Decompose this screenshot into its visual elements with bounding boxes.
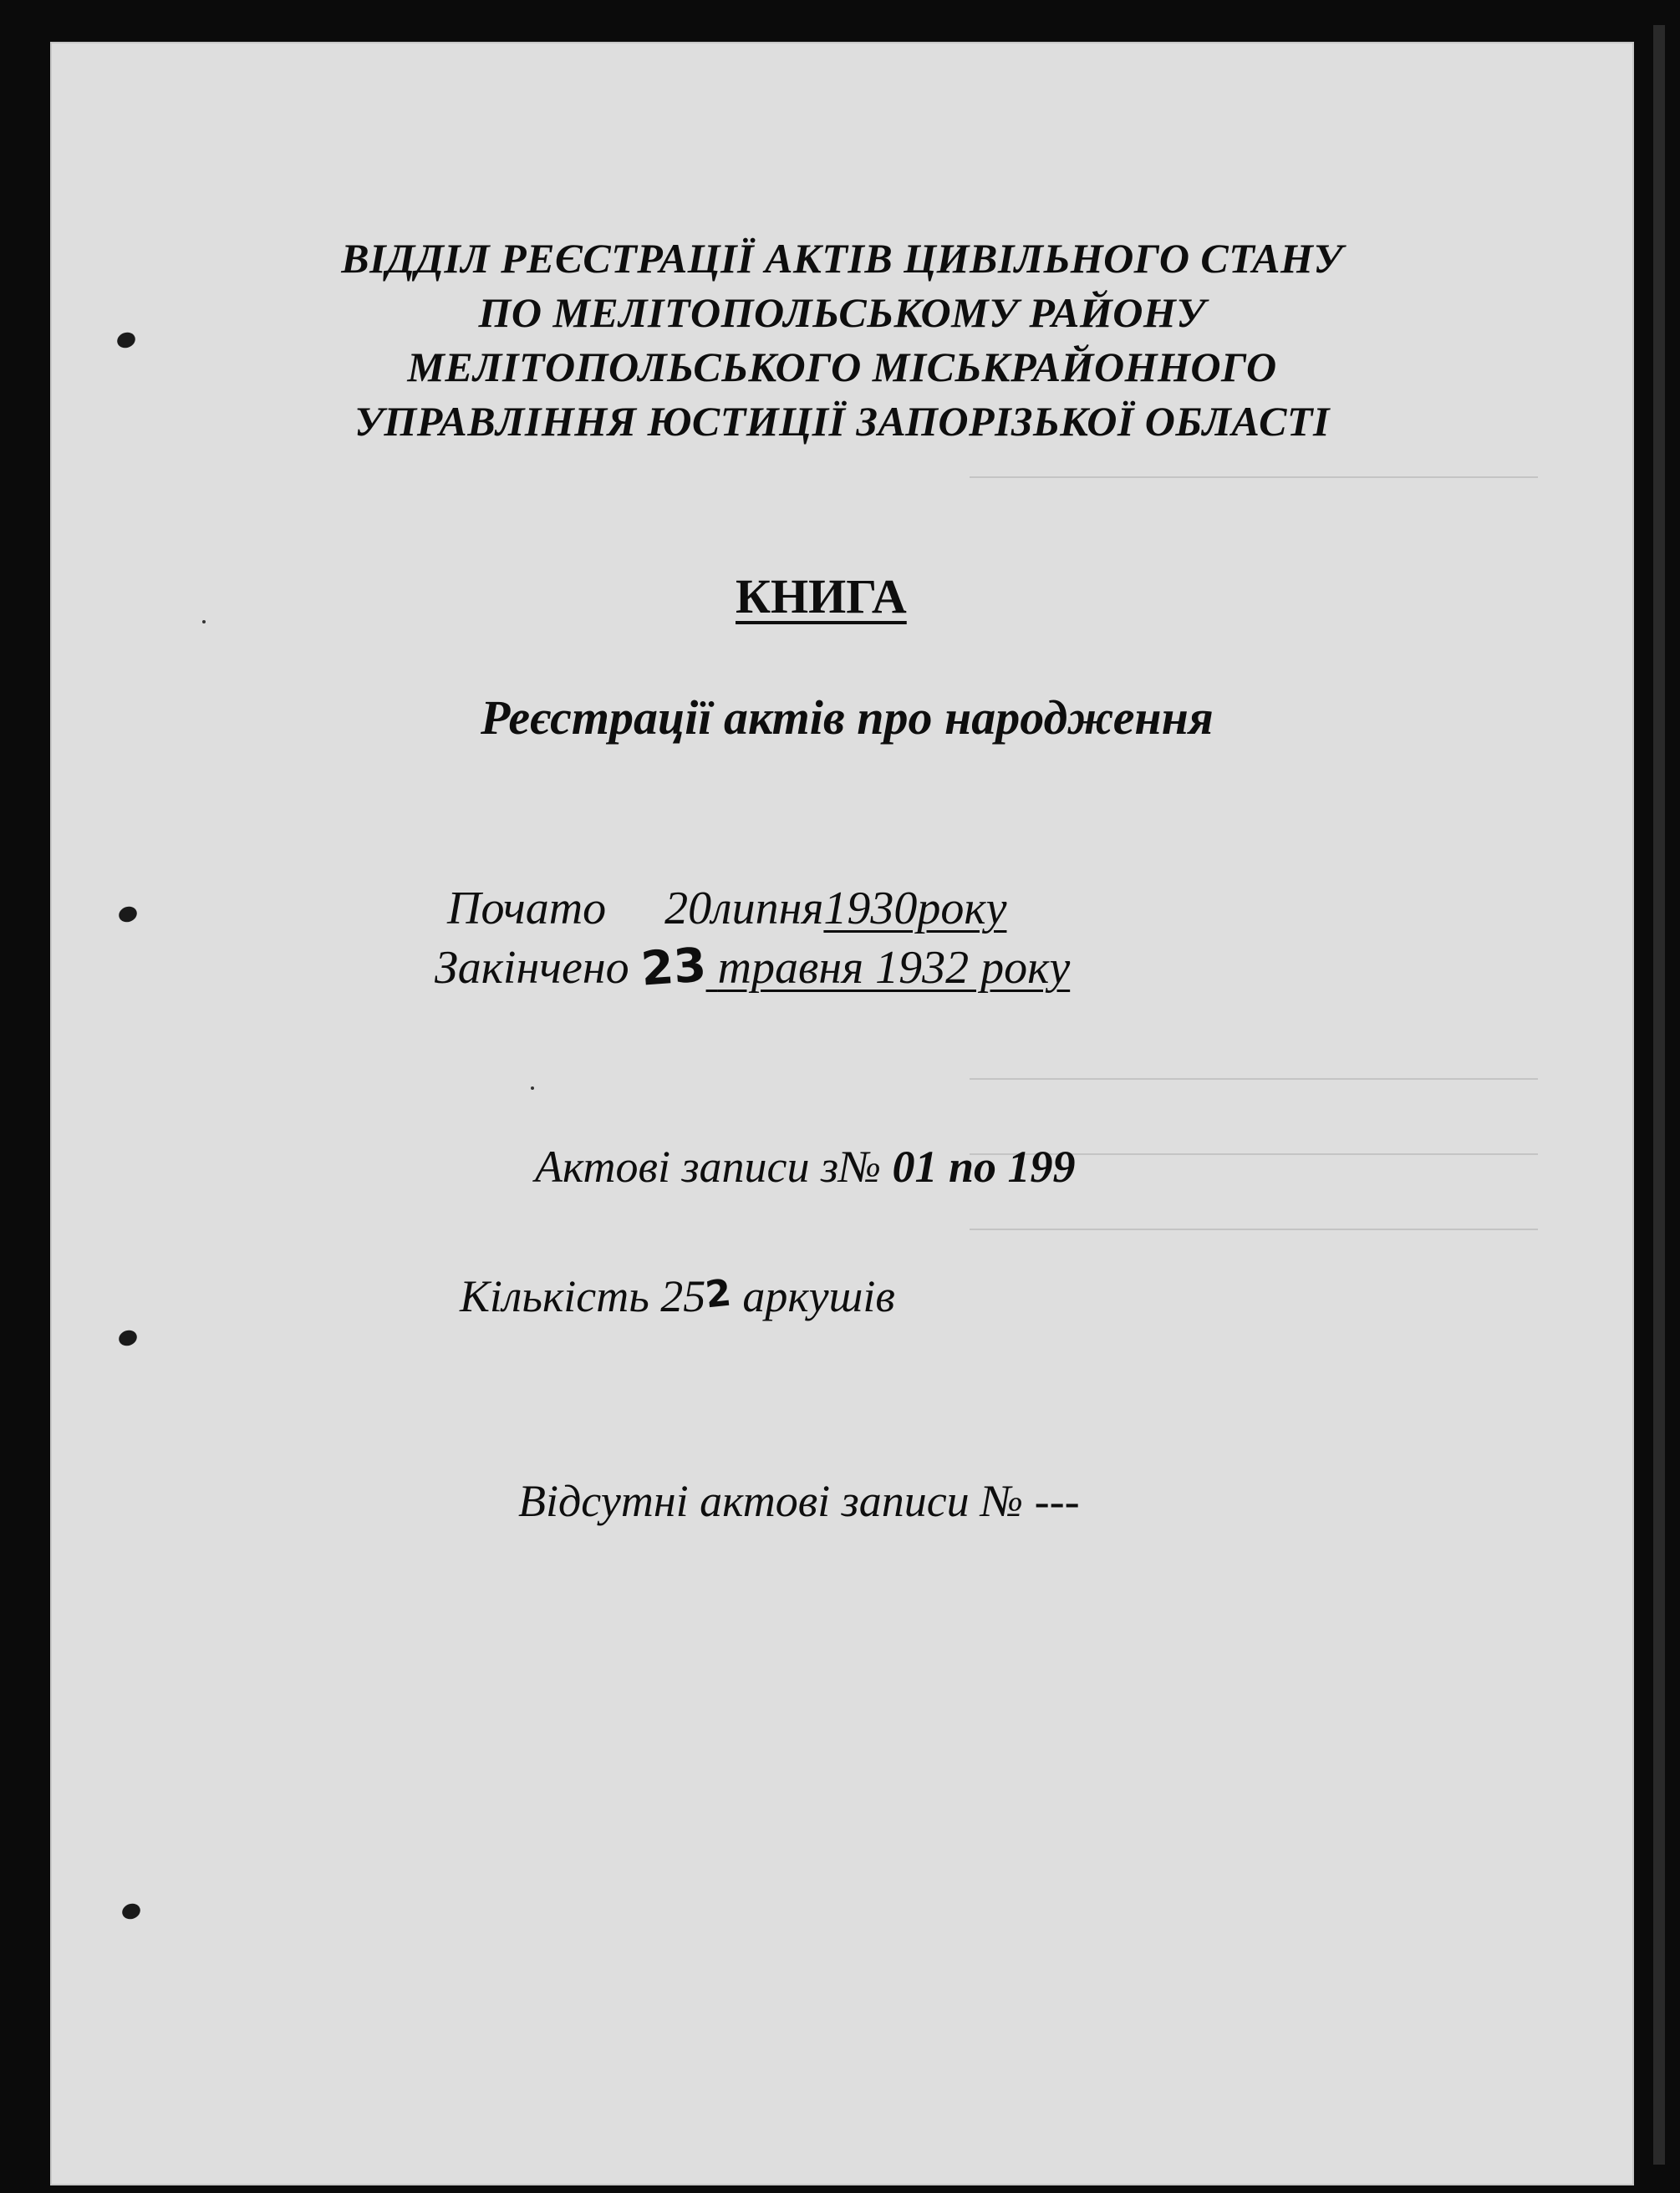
started-day-month: 20липня	[664, 883, 824, 934]
missing-label: Відсутні актові записи №	[518, 1476, 1024, 1526]
ended-rest: травня 1932 року	[717, 942, 1071, 994]
records-line	[535, 1141, 1076, 1193]
ended-day-handwritten: 23	[639, 938, 708, 997]
bleed-through-rule	[970, 1229, 1538, 1230]
book-subtitle: Реєстрації актів про народження	[481, 690, 1214, 745]
started-line	[447, 882, 1006, 935]
header-line-1: ВІДДІЛ РЕЄСТРАЦІЇ АКТІВ ЦИВІЛЬНОГО СТАНУ	[341, 235, 1343, 282]
ink-speck	[202, 620, 206, 623]
header-line-3: МЕЛІТОПОЛЬСЬКОГО МІСЬКРАЙОННОГО	[407, 343, 1277, 390]
sheets-count-handwritten: 2	[703, 1271, 734, 1317]
records-range: 01 по 199	[892, 1142, 1076, 1192]
book-title: КНИГА	[736, 569, 907, 623]
records-label: Актові записи з№	[535, 1142, 881, 1192]
header-line-2: ПО МЕЛІТОПОЛЬСЬКОМУ РАЙОНУ	[478, 289, 1206, 336]
bleed-through-rule	[970, 1078, 1538, 1080]
ended-date	[639, 938, 1071, 997]
bleed-through-rule	[970, 476, 1538, 478]
sheets-label: Кількість	[460, 1271, 649, 1321]
ink-speck	[531, 1086, 534, 1090]
header-line-4: УПРАВЛІННЯ ЮСТИЦІЇ ЗАПОРІЗЬКОЇ ОБЛАСТІ	[354, 398, 1330, 445]
scan-edge-border	[1653, 25, 1665, 2165]
missing-records-line	[518, 1475, 1080, 1527]
missing-value: ---	[1034, 1476, 1080, 1526]
started-year: 1930року	[823, 883, 1007, 934]
sheets-count-printed: 25	[660, 1271, 706, 1321]
ended-label: Закінчено	[435, 942, 629, 994]
document-page	[50, 42, 1634, 2185]
sheets-unit: аркушів	[742, 1271, 895, 1321]
sheets-line	[460, 1270, 895, 1322]
started-label: Почато	[447, 883, 607, 934]
ended-line	[435, 940, 1070, 995]
